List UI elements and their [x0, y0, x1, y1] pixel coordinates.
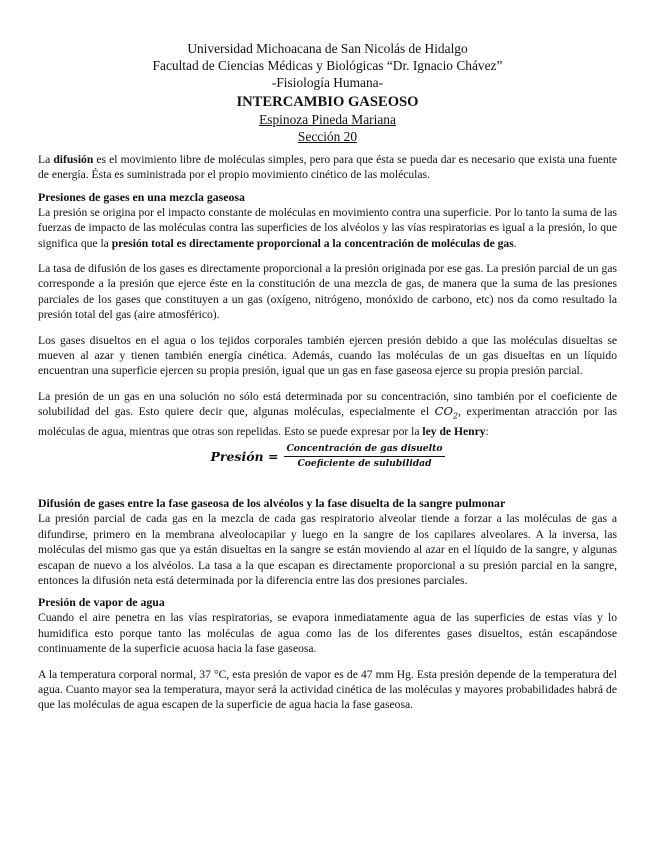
- paragraph-vapor-temperature: A la temperatura corporal normal, 37 °C, esta presión de vapor es de 47 mm Hg. Esta presión depende de la temperatura del agua. Cuanto mayor sea la temperatura, mayor será la actividad cinética de las moléculas y mayores probabilidades habrá de que las moléculas de agua escapen de la superficie de agua hacia la fase gaseosa.: [38, 667, 617, 712]
- paragraph-vapor-evaporation: Cuando el aire penetra en las vías respiratorias, se evapora inmediatamente agua de las superficies de estas vías y lo humidifica esto porque tanto las moléculas de agua como las de los diferentes gases disueltos, están escapándose continuamente de la superficie acuosa hacia la fase gaseosa.: [38, 611, 617, 656]
- formula-denominator: Coeficiente de sulubilidad: [297, 458, 432, 470]
- formula-fraction: [284, 443, 444, 470]
- section-heading-diffusion: Difusión de gases entre la fase gaseosa de los alvéolos y la fase disuelta de la sangre pulmonar: [38, 496, 506, 511]
- paragraph-alveolar-diffusion: La presión parcial de cada gas en la mezcla de cada gas respiratorio alveolar tiende a forzar a las moléculas de gas a difundirse, primero en la membrana alveolocapilar y luego en la sangre de los capilares alveolares. A la inversa, las moléculas del mismo gas que ya están disueltas en la sangre se están moviendo al azar en el líquido de la sangre, y algunas escapan de nuevo a los alvéolos. La tasa a la que escapan es directamente proporcional a su presión parcial en la sangre, entonces la difusión neta está determinada por la diferencia entre las dos presiones parciales.: [38, 512, 617, 588]
- document-title: INTERCAMBIO GASEOSO: [236, 94, 419, 110]
- section-heading-vapor: Presión de vapor de agua: [38, 595, 165, 610]
- section-heading-pressures: Presiones de gases en una mezcla gaseosa: [38, 189, 245, 204]
- co2-formula: $CO_2$: [434, 404, 459, 421]
- paragraph-pressure-origin: La presión se origina por el impacto constante de moléculas en movimiento contra una superficie. Por lo tanto la suma de las fuerzas de impacto de las moléculas contra las superficies de los alvéolos y las vías respiratorias es igual a la presión, lo que significa que la presión total es directamente proporcional a la concentración de moléculas de gas.: [38, 205, 617, 250]
- university-name: Universidad Michoacana de San Nicolás de Hidalgo: [187, 41, 468, 56]
- formula-lhs: Presión =: [210, 449, 279, 465]
- author-name: Espinoza Pineda Mariana: [259, 112, 396, 127]
- formula-numerator: Concentración de gas disuelto: [284, 443, 444, 457]
- paragraph-diffusion-rate: La tasa de difusión de los gases es directamente proporcional a la presión originada por ese gas. La presión parcial de un gas corresponde a la presión que ejerce éste en la constitución de una mezcla de gas, de manera que la suma de las presiones parciales de los gases que constituyen a un gas (oxígeno, nitrógeno, monóxido de carbono, etc) nos da como resultado la presión total del gas (aire atmosférico).: [38, 262, 617, 322]
- faculty-name: Facultad de Ciencias Médicas y Biológicas “Dr. Ignacio Chávez”: [152, 58, 503, 73]
- course-name: -Fisiología Humana-: [271, 75, 384, 90]
- paragraph-dissolved-gases: Los gases disueltos en el agua o los tejidos corporales también ejercen presión debido a que las moléculas disueltas se mueven al azar y tienen también energía cinética. Además, cuando las moléculas de un gas disueltas en un líquido encuentran una superficie ejercen su propia presión, igual que un gas en fase gaseosa ejerce su propia presión parcial.: [38, 333, 617, 378]
- henry-law-formula: [38, 443, 617, 473]
- intro-paragraph: La difusión es el movimiento libre de moléculas simples, pero para que ésta se pueda dar es necesario que exista una fuente de energía. Ésta es suministrada por el propio movimiento cinético de las moléculas.: [38, 153, 617, 182]
- section-label: Sección 20: [297, 129, 358, 144]
- paragraph-solubility: La presión de un gas en una solución no sólo está determinada por su concentración, sino también por el coeficiente de solubilidad del gas. Esto quiere decir que, algunas moléculas, especialmente el $CO_2$, experimentan atracción por las moléculas de agua, mientras que otras son repelidas. Esto se puede expresar por la ley de Henry:: [38, 389, 617, 438]
